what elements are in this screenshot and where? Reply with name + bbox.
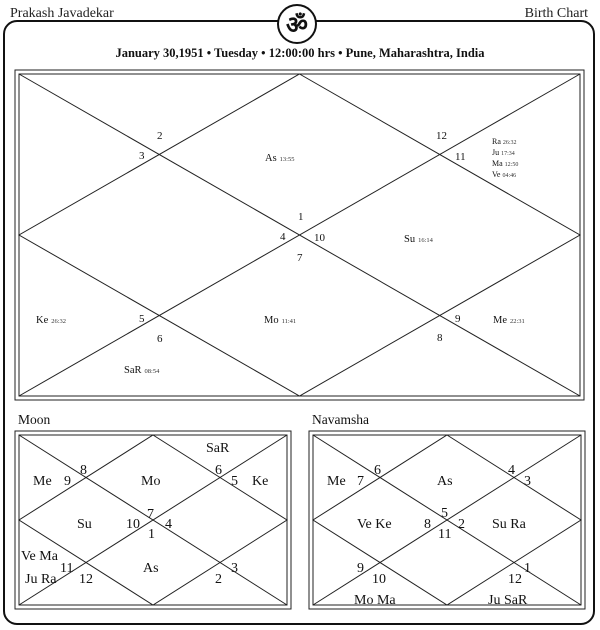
house-number: 3 <box>524 474 531 489</box>
planet-sun-rahu: Su Ra <box>492 517 526 532</box>
planet-sun: Su <box>77 517 92 532</box>
person-name: Prakash Javadekar <box>10 6 114 21</box>
chart-type-label: Birth Chart <box>524 6 588 21</box>
house-number: 12 <box>436 130 447 142</box>
house-number: 2 <box>215 572 222 587</box>
house-number: 2 <box>458 517 465 532</box>
house-number: 7 <box>357 474 364 489</box>
house-number: 3 <box>231 561 238 576</box>
house-number: 1 <box>524 561 531 576</box>
house-number: 5 <box>441 506 448 521</box>
birth-details: January 30,1951 • Tuesday • 12:00:00 hrs • Pune, Maharashtra, India <box>115 46 485 60</box>
planet-ketu: Ke <box>252 474 269 489</box>
house-number: 1 <box>148 527 155 542</box>
house-number: 1 <box>298 211 304 223</box>
house-number: 9 <box>357 561 364 576</box>
planet-jupiter-saturn-retro: Ju SaR <box>488 593 528 608</box>
moon-chart-title: Moon <box>18 412 51 427</box>
house-number: 8 <box>80 463 87 478</box>
house-number: 9 <box>64 474 71 489</box>
house-number: 8 <box>424 517 431 532</box>
house-number: 7 <box>297 252 303 264</box>
planet-jupiter-rahu: Ju Ra <box>25 572 57 587</box>
planet-mercury: Me <box>33 474 52 489</box>
house-number: 7 <box>147 507 154 522</box>
house-number: 5 <box>139 313 145 325</box>
house-number: 12 <box>508 572 522 587</box>
house-number: 10 <box>314 232 325 244</box>
planet-ascendant: As <box>437 474 453 489</box>
planet-venus-mars: Ve Ma <box>21 549 58 564</box>
house-number: 6 <box>374 463 381 478</box>
planet-saturn-retro: SaR 08:54 <box>124 365 160 376</box>
planet-moon: Mo 11:41 <box>264 315 297 326</box>
house-number: 11 <box>60 561 74 576</box>
planet-sun: Su 16:14 <box>404 234 433 245</box>
house-number: 11 <box>438 527 452 542</box>
planet-venus-ketu: Ve Ke <box>357 517 392 532</box>
house-number: 4 <box>165 517 172 532</box>
planet-ketu: Ke 26:32 <box>36 315 67 326</box>
house-number: 8 <box>437 332 443 344</box>
planet-rahu: Ra 26:32 <box>492 137 517 146</box>
om-symbol: ॐ <box>286 12 308 39</box>
house-number: 4 <box>280 231 286 243</box>
house-number: 12 <box>79 572 93 587</box>
house-number: 10 <box>372 572 386 587</box>
house-number: 6 <box>215 463 222 478</box>
house-number: 4 <box>508 463 515 478</box>
planet-ascendant: As 13:55 <box>265 153 295 164</box>
planet-ascendant: As <box>143 561 159 576</box>
planet-moon-mars: Mo Ma <box>354 593 396 608</box>
planet-mercury: Me 22:31 <box>493 315 525 326</box>
planet-moon: Mo <box>141 474 161 489</box>
navamsha-chart <box>309 431 585 609</box>
house-number: 9 <box>455 313 461 325</box>
moon-chart <box>15 431 291 609</box>
planet-mercury: Me <box>327 474 346 489</box>
house-number: 6 <box>157 333 163 345</box>
house-number: 2 <box>157 130 163 142</box>
planet-venus: Ve 04:46 <box>492 170 517 179</box>
house-number: 5 <box>231 474 238 489</box>
main-chart <box>15 70 584 400</box>
house-number: 11 <box>455 151 466 163</box>
house-number: 3 <box>139 150 145 162</box>
planet-saturn-retro: SaR <box>206 441 230 456</box>
house-number: 10 <box>126 517 140 532</box>
planet-jupiter: Ju 17:34 <box>492 148 515 157</box>
planet-mars: Ma 12:50 <box>492 159 519 168</box>
navamsha-chart-title: Navamsha <box>312 412 369 427</box>
